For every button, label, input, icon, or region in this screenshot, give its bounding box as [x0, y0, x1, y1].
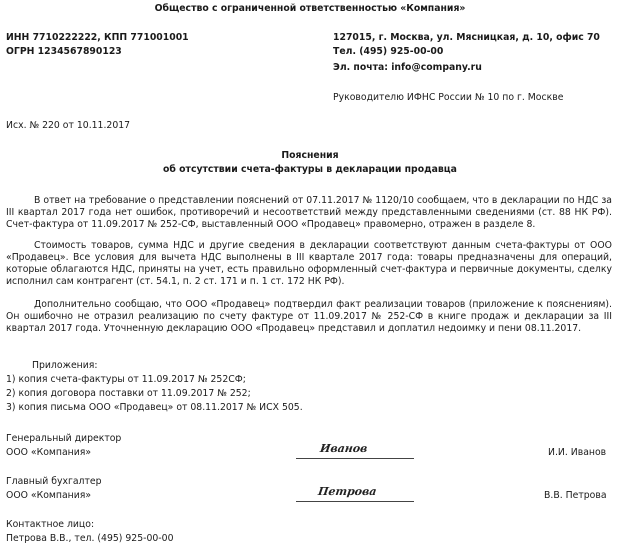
company-name: Общество с ограниченной ответственностью «Компания» [154, 3, 466, 14]
contact-value: Петрова В.В., тел. (495) 925-00-00 [6, 533, 174, 544]
signature-line [296, 458, 414, 459]
director-name: И.И. Иванов [548, 447, 607, 458]
attachment-item: 3) копия письма ООО «Продавец» от 08.11.2017 № ИСХ 505. [6, 402, 303, 413]
body-paragraph-2: Стоимость товаров, сумма НДС и другие сведения в декларации соответствуют данным счета-фактуры от ООО «Продавец». Все условия для вычета НДС выполнены в III квартале 2017 года: товары предназначены для операций, которые облагаются НДС, приняты на учет, есть правильно оформленный счет-фактура и первичные документы, сделку исполнил сам контрагент (ст. 54.1, п. 2 ст. 171 и п. 1 ст. 172 НК РФ). [6, 240, 612, 287]
document-title: Пояснения [281, 150, 339, 161]
contact-label: Контактное лицо: [6, 519, 95, 530]
director-signature: Иванов [319, 442, 369, 455]
attachments-label: Приложения: [32, 360, 98, 371]
ogrn: ОГРН 1234567890123 [6, 46, 122, 57]
accountant-signature: Петрова [317, 485, 378, 498]
company-address: 127015, г. Москва, ул. Мясницкая, д. 10, офис 70 [333, 32, 600, 43]
attachment-item: 2) копия договора поставки от 11.09.2017 № 252; [6, 388, 251, 399]
outgoing-number: Исх. № 220 от 10.11.2017 [6, 120, 131, 131]
company-phone: Тел. (495) 925-00-00 [333, 46, 444, 57]
accountant-org: ООО «Компания» [6, 490, 92, 501]
company-email: Эл. почта: info@company.ru [333, 62, 482, 73]
body-paragraph-1: В ответ на требование о представлении пояснений от 07.11.2017 № 1120/10 сообщаем, что в декларации по НДС за III квартал 2017 года нет ошибок, противоречий и несоответствий между представленными сведениями (ст. 88 НК РФ). Счет-фактура от 11.09.2017 № 252-СФ, выставленный ООО «Продавец» правомерно, отражен в разделе 8. [6, 195, 612, 230]
recipient: Руководителю ИФНС России № 10 по г. Москве [333, 92, 564, 103]
director-position: Генеральный директор [6, 433, 122, 444]
director-org: ООО «Компания» [6, 447, 92, 458]
inn-kpp: ИНН 7710222222, КПП 771001001 [6, 32, 189, 43]
document-subtitle: об отсутствии счета-фактуры в декларации продавца [163, 164, 457, 175]
signature-line [296, 501, 414, 502]
accountant-name: В.В. Петрова [544, 490, 607, 501]
accountant-position: Главный бухгалтер [6, 476, 102, 487]
body-paragraph-3: Дополнительно сообщаю, что ООО «Продавец» подтвердил факт реализации товаров (приложение к пояснениям). Он ошибочно не отразил реализацию по счету фактуре от 11.09.2017 № 252-СФ в книге продаж и декларации за III квартал 2017 года. Уточненную декларацию ООО «Продавец» представил и доплатил недоимку и пени 08.11.2017. [6, 299, 612, 334]
attachment-item: 1) копия счета-фактуры от 11.09.2017 № 252СФ; [6, 374, 246, 385]
